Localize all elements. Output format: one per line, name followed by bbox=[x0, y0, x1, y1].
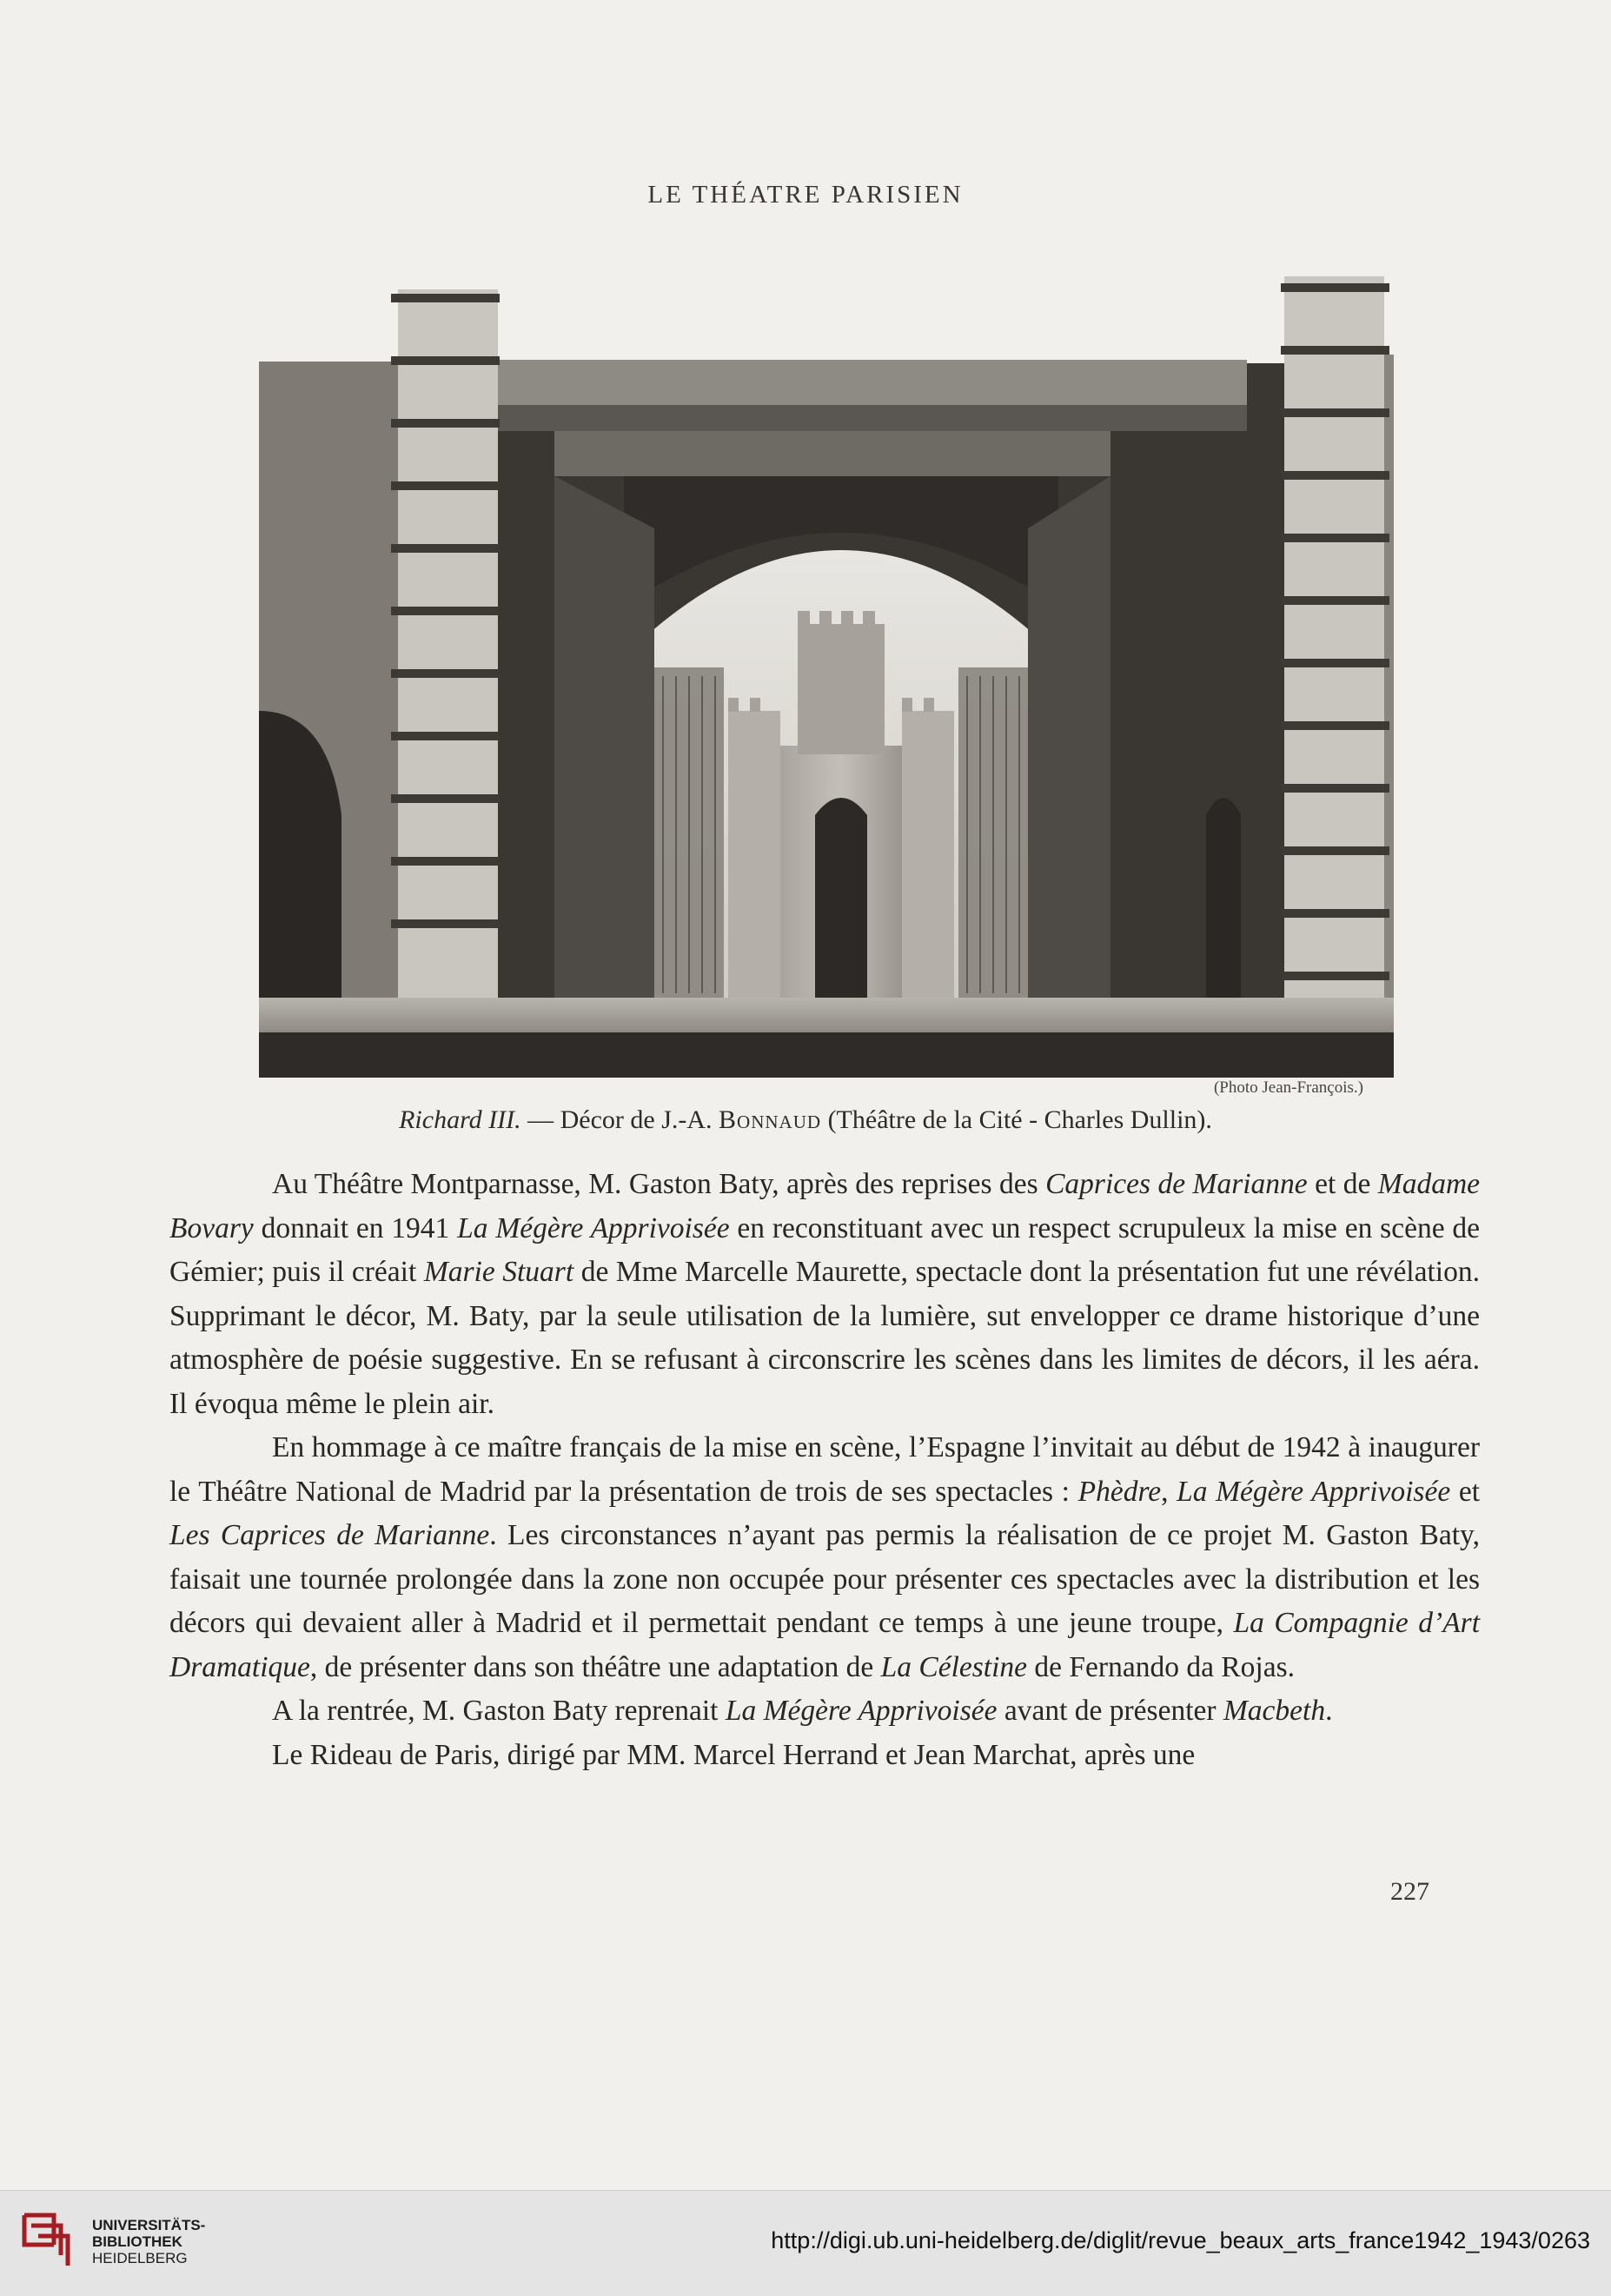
italic-title-text: La Compagnie d’Art Dramatique bbox=[169, 1607, 1480, 1683]
library-name-line: HEIDELBERG bbox=[92, 2250, 188, 2266]
body-text-run: en reconstituant avec un respect scrupuleux la mise en scène de Gémier; puis il créait bbox=[169, 1211, 1481, 1288]
italic-title-text: Madame Bovary bbox=[169, 1168, 1481, 1244]
body-text-run: et bbox=[1450, 1475, 1481, 1508]
caption-designer: Bonnaud bbox=[719, 1105, 822, 1134]
italic-title-text: Les Caprices de Marianne bbox=[169, 1519, 490, 1551]
permalink-url[interactable]: http://digi.ub.uni-heidelberg.de/diglit/revue_beaux_arts_france1942_1943/0263 bbox=[771, 2227, 1590, 2253]
paragraph bbox=[169, 1163, 1480, 1426]
stage-set-photograph bbox=[259, 259, 1394, 1078]
body-text-run: et de bbox=[1307, 1168, 1378, 1200]
body-text-run: . Les circonstances n’ayant pas permis la réalisation de ce projet M. Gaston Baty, faisait une tournée prolongée dans la zone non occupée pour présenter ces spectacles avec la distribution et les décors qui devaient aller à Madrid et il permettait pendant ce temps à une jeune troupe, bbox=[169, 1519, 1480, 1639]
italic-title-text: Macbeth bbox=[1223, 1695, 1326, 1727]
library-name bbox=[92, 2217, 205, 2266]
library-name-line: BIBLIOTHEK bbox=[92, 2233, 182, 2250]
running-title: LE THÉATRE PARISIEN bbox=[647, 181, 964, 209]
body-text-run: , de présenter dans son théâtre une adaptation de bbox=[309, 1650, 881, 1683]
body-text-run: avant de présenter bbox=[997, 1695, 1223, 1727]
library-name-line: UNIVERSITÄTS- bbox=[92, 2217, 206, 2233]
body-text-run: de Mme Marcelle Maurette, spectacle dont la présentation fut une révélation. Supprimant le décor, M. Baty, par la seule utilisation de la lumière, sut envelopper ce drame historique d’une atmosphère de poésie suggestive. En se refusant à circonscrire les scènes dans les limites de décors, il les aéra. Il évoqua même le plein air. bbox=[169, 1256, 1480, 1420]
digitization-footer bbox=[0, 2190, 1611, 2296]
caption-play-title: Richard III. bbox=[399, 1105, 521, 1134]
page-number: 227 bbox=[1390, 1877, 1429, 1906]
figure-caption bbox=[0, 1105, 1611, 1135]
italic-title-text: La Mégère Apprivoisée bbox=[457, 1211, 730, 1244]
article-body bbox=[169, 1163, 1480, 1777]
body-text-run: de Fernando da Rojas. bbox=[1027, 1650, 1295, 1683]
paragraph bbox=[169, 1689, 1480, 1734]
paragraph bbox=[169, 1426, 1480, 1689]
italic-title-text: Phèdre bbox=[1077, 1475, 1162, 1508]
paragraph bbox=[169, 1734, 1480, 1778]
body-text-run: A la rentrée, M. Gaston Baty reprenait bbox=[272, 1695, 726, 1727]
italic-title-text: La Mégère Apprivoisée bbox=[1177, 1475, 1451, 1508]
body-text-run: donnait en 1941 bbox=[253, 1211, 458, 1244]
logo-mark bbox=[24, 2215, 68, 2266]
body-text-run: Au Théâtre Montparnasse, M. Gaston Baty, après des reprises des bbox=[272, 1168, 1046, 1200]
photo-credit: (Photo Jean-François.) bbox=[1213, 1078, 1363, 1097]
body-text-run: En hommage à ce maître français de la mise en scène, l’Espagne l’invitait au début de 1942 à inaugurer le Théâtre National de Madrid par la présentation de trois de ses spectacles : bbox=[169, 1431, 1480, 1508]
italic-title-text: La Célestine bbox=[880, 1650, 1028, 1683]
body-text-run: . bbox=[1325, 1695, 1333, 1727]
caption-theatre: (Théâtre de la Cité - Charles Dullin). bbox=[821, 1105, 1212, 1134]
italic-title-text: La Mégère Apprivoisée bbox=[725, 1695, 998, 1727]
italic-title-text: Caprices de Marianne bbox=[1045, 1168, 1308, 1200]
library-logo-icon bbox=[19, 2200, 75, 2286]
body-text-run: , bbox=[1161, 1475, 1177, 1508]
body-text-run: Le Rideau de Paris, dirigé par MM. Marcel Herrand et Jean Marchat, après une bbox=[272, 1738, 1196, 1771]
caption-separator: — Décor de J.-A. bbox=[520, 1105, 719, 1134]
italic-title-text: Marie Stuart bbox=[423, 1256, 574, 1288]
